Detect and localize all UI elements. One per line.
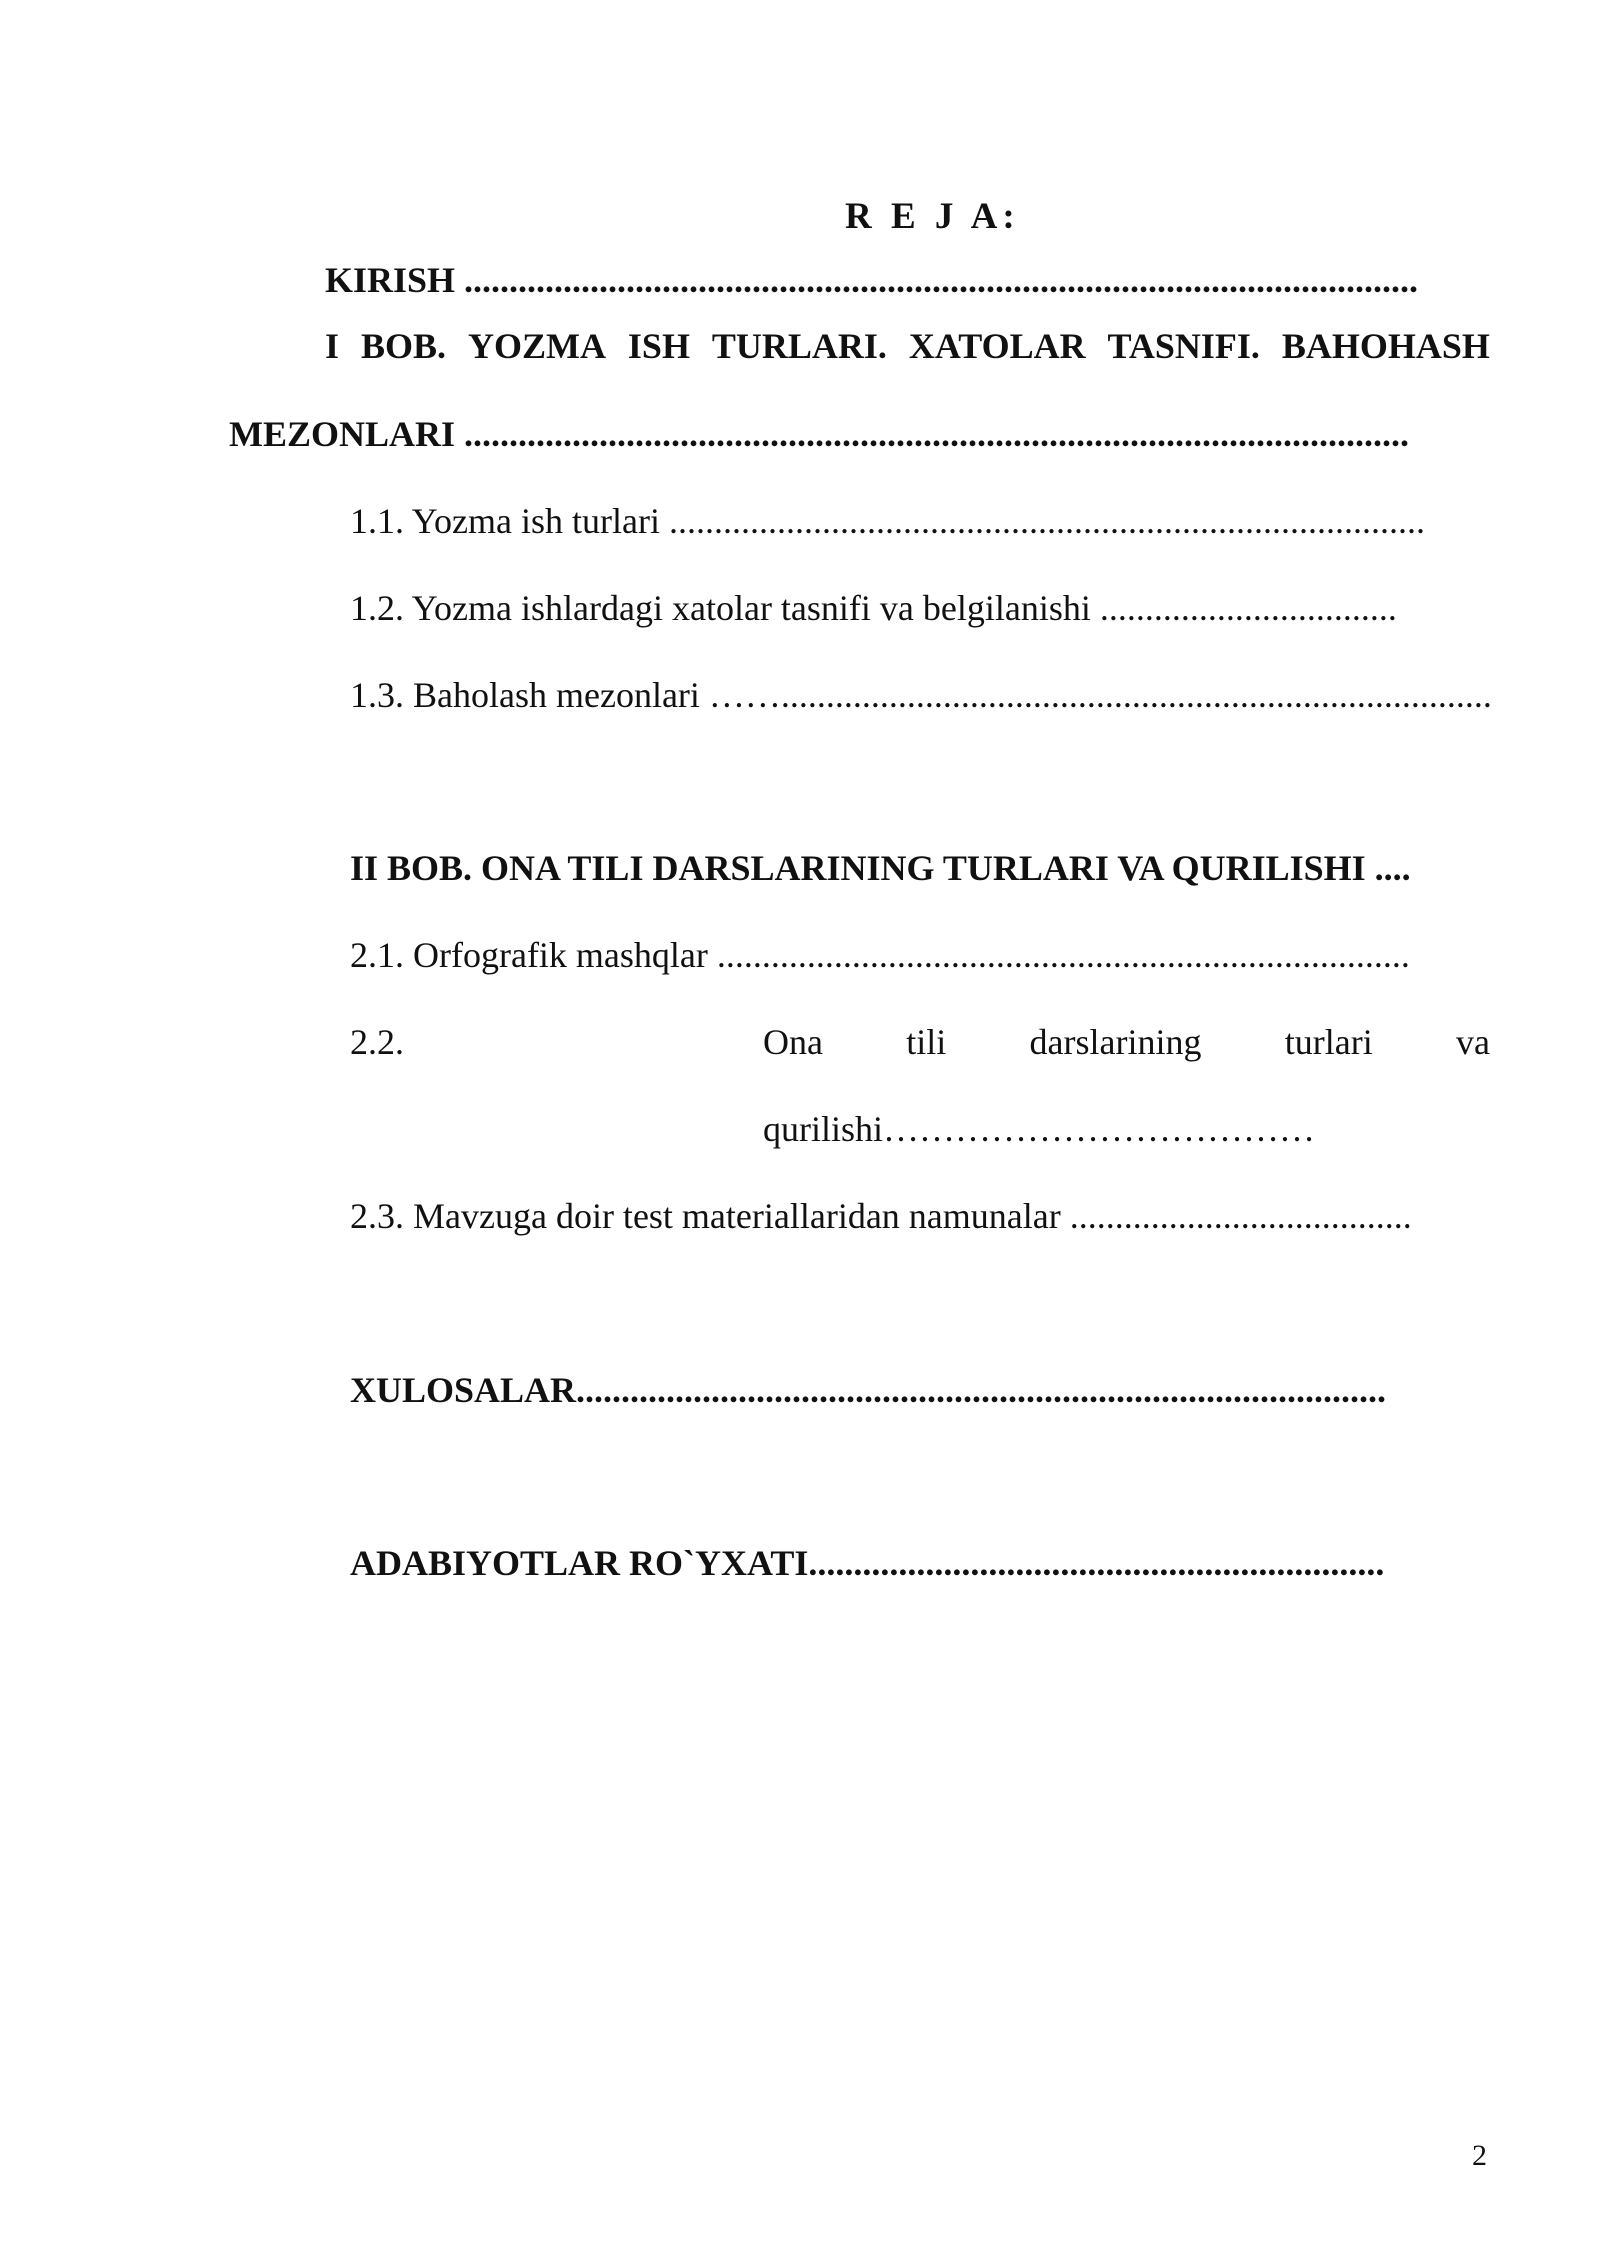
toc-entry-2-1: 2.1. Orfografik mashqlar ............................................................................. xyxy=(350,935,1410,975)
toc-word: turlari xyxy=(1284,1022,1373,1062)
toc-entry-2-2-line2: qurilishi……………………………… xyxy=(763,1109,1316,1149)
page-title: R E J A: xyxy=(845,196,1020,237)
toc-word: TURLARI. xyxy=(711,326,887,366)
toc-entry-1-2: 1.2. Yozma ishlardagi xatolar tasnifi va belgilanishi ................................. xyxy=(350,588,1397,628)
toc-word: ISH xyxy=(627,326,690,366)
toc-entry-kirish: KIRISH .......................................................................................................... xyxy=(325,260,1419,300)
toc-entry-bob1-line2: MEZONLARI ......................................................................................................... xyxy=(229,414,1410,454)
toc-entry-xulosalar: XULOSALAR.......................................................................................... xyxy=(350,1370,1387,1410)
page-number: 2 xyxy=(1472,2139,1487,2172)
toc-word: YOZMA xyxy=(467,326,606,366)
toc-word: I xyxy=(325,326,340,366)
toc-entry-2-2-number: 2.2. xyxy=(350,1022,404,1062)
toc-entry-1-3: 1.3. Baholash mezonlari ……............................................................................... xyxy=(350,675,1492,715)
toc-entry-bob2: II BOB. ONA TILI DARSLARINING TURLARI VA QURILISHI .... xyxy=(350,848,1411,888)
toc-word: va xyxy=(1455,1022,1490,1062)
toc-word: darslarining xyxy=(1029,1022,1202,1062)
toc-word: BAHOHASH xyxy=(1281,326,1490,366)
toc-word: Ona xyxy=(763,1022,823,1062)
toc-word: BOB. xyxy=(360,326,446,366)
toc-entry-2-3: 2.3. Mavzuga doir test materiallaridan namunalar ...................................... xyxy=(350,1196,1412,1236)
toc-entry-adabiyotlar: ADABIYOTLAR RO`YXATI................................................................ xyxy=(350,1543,1385,1583)
toc-word: XATOLAR xyxy=(908,326,1086,366)
toc-word: TASNIFI. xyxy=(1107,326,1260,366)
toc-word: tili xyxy=(906,1022,947,1062)
toc-entry-bob1-line1 xyxy=(325,324,1490,368)
toc-entry-2-2-line1 xyxy=(763,1020,1490,1064)
toc-entry-1-1: 1.1. Yozma ish turlari .................................................................................... xyxy=(350,501,1425,541)
